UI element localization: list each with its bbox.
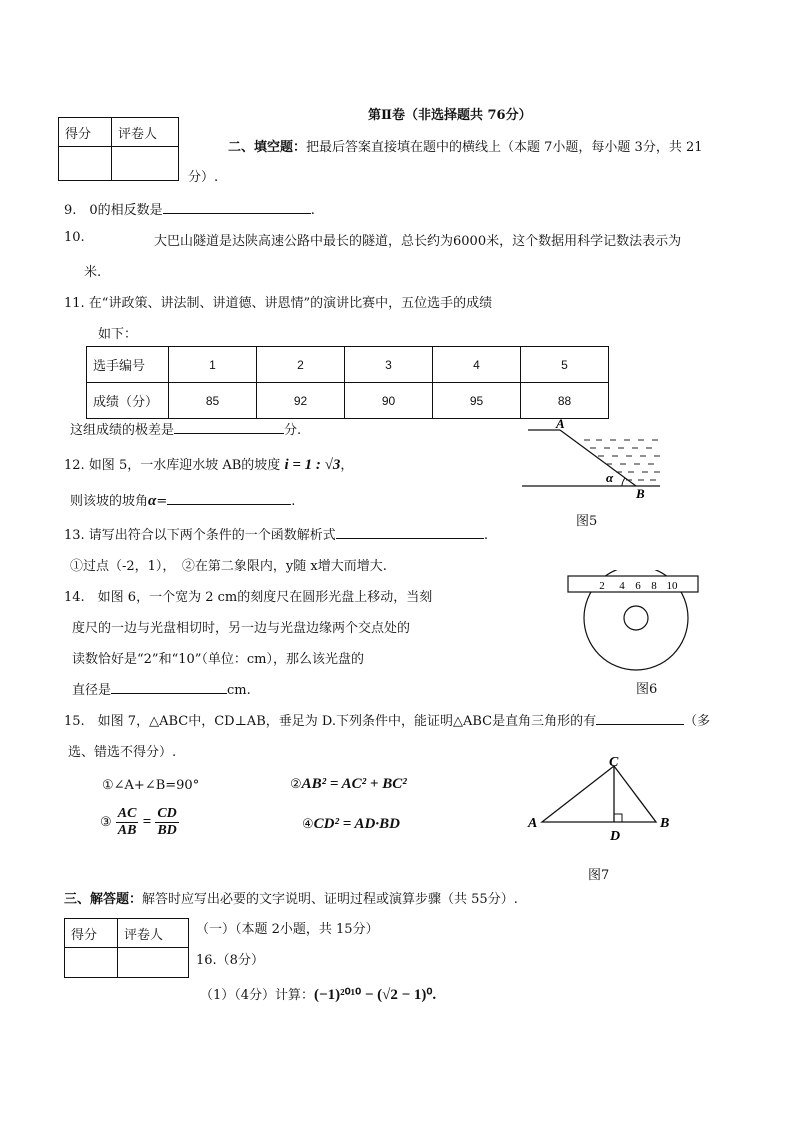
fig7-label-b: B [660, 816, 670, 831]
q13-text: 13. 请写出符合以下两个条件的一个函数解析式 [64, 528, 336, 543]
q11-after-text: 这组成绩的极差是 [70, 423, 175, 438]
q15-opt4-mark: ④ [302, 817, 314, 832]
q16-expression: (−1)²⁰¹⁰ − (√2 − 1)⁰. [314, 987, 437, 1003]
table-header-player: 选手编号 [87, 347, 169, 383]
fig7-caption: 图7 [588, 868, 610, 883]
q14-blank[interactable] [111, 680, 227, 694]
q14-line4 [72, 679, 251, 698]
q15-opt2-mark: ② [290, 777, 302, 792]
fig5-label-b: B [636, 486, 645, 501]
q15-option-3 [100, 806, 179, 839]
q15-opt3-eq: = [142, 814, 152, 830]
q12-prefix: 12. 如图 5，一水库迎水坡 AB的坡度 [64, 458, 281, 473]
figure-6 [562, 570, 702, 676]
fig7-label-a: A [528, 816, 538, 831]
q15-option-1: ①∠A+∠B=90° [102, 778, 200, 793]
table-cell: 95 [433, 383, 521, 419]
q16-sub1 [200, 984, 436, 1004]
q13-line1 [64, 524, 488, 543]
table-cell: 1 [169, 347, 257, 383]
fig5-caption: 图5 [576, 514, 598, 529]
q15-opt2-expr: AB² = AC² + BC² [301, 776, 407, 792]
q11-after [70, 419, 301, 438]
table-cell: 85 [169, 383, 257, 419]
q15-line2: 选、错选不得分）. [68, 745, 177, 760]
q12-line2 [70, 490, 295, 510]
q12-slope: i = 1 : √3 [284, 457, 341, 473]
q15-opt4-expr: CD² = AD·BD [313, 816, 400, 832]
q12-line2-text: 则该坡的坡角 [70, 494, 149, 509]
part1-heading: （一）（本题 2小题，共 15分） [196, 922, 379, 937]
table-cell: 5 [521, 347, 609, 383]
table-cell: 2 [257, 347, 345, 383]
q15-text: 15. 如图 7，△ABC中，CD⊥AB，垂足为 D.下列条件中，能证明△ABC是直角三角形的有 [64, 714, 597, 729]
fraction-ac-ab [116, 806, 139, 839]
q15-blank[interactable] [596, 711, 684, 725]
grader-cell[interactable] [112, 147, 179, 181]
grader-header: 评卷人 [118, 919, 189, 948]
question-9 [64, 199, 315, 218]
score-table-2 [64, 918, 189, 978]
section3-heading: 三、解答题： [64, 892, 143, 907]
ruler-tick: 4 [619, 580, 625, 592]
q11-line2: 如下： [98, 327, 138, 342]
q9-blank[interactable] [163, 200, 311, 214]
section2-line1 [228, 136, 703, 155]
ruler-tick: 2 [599, 580, 605, 592]
q15-line1-end: （多 [684, 714, 711, 729]
table-cell: 92 [257, 383, 345, 419]
score-data-table [86, 346, 609, 419]
q14-end: cm. [227, 683, 251, 698]
q12-eq: = [156, 494, 168, 509]
score-cell[interactable] [65, 948, 118, 978]
q10-line2: 米. [84, 265, 102, 280]
q14-line2: 度尺的一边与光盘相切时，另一边与光盘边缘两个交点处的 [72, 621, 411, 636]
q12-end: . [291, 494, 296, 509]
section2-desc: 把最后答案直接填在题中的横线上（本题 7小题，每小题 3分，共 21 [306, 140, 703, 155]
q12-blank[interactable] [167, 491, 291, 505]
fig7-label-d: D [610, 829, 621, 844]
section2-heading: 二、填空题： [228, 140, 307, 155]
fig7-label-c: C [609, 755, 619, 770]
q15-line1 [64, 710, 710, 729]
ruler-tick: 6 [635, 580, 641, 592]
fraction-cd-bd [155, 806, 178, 839]
section2-line2: 分）. [188, 170, 219, 185]
fraction-denominator: BD [157, 823, 177, 838]
q13-line2: ①过点（-2，1）， ②在第二象限内，y随 x增大而增大. [70, 559, 387, 574]
table-cell: 4 [433, 347, 521, 383]
q13-end: . [483, 528, 488, 543]
ruler-tick: 8 [651, 580, 657, 592]
fig6-caption: 图6 [636, 682, 658, 697]
q12-line1 [64, 454, 353, 474]
fraction-numerator: CD [157, 806, 177, 821]
q14-line1: 14. 如图 6，一个宽为 2 cm的刻度尺在圆形光盘上移动，当刻 [64, 590, 433, 605]
q14-line3: 读数恰好是“2”和“10”（单位：cm），那么该光盘的 [72, 652, 365, 667]
grader-cell[interactable] [118, 948, 189, 978]
fraction-numerator: AC [117, 806, 137, 821]
q10-number: 10. [64, 230, 85, 245]
q12-suffix: ， [340, 458, 354, 473]
score-table-1 [58, 117, 179, 181]
q11-line1: 11. 在“讲政策、讲法制、讲道德、讲恩情”的演讲比赛中，五位选手的成绩 [64, 296, 493, 311]
q11-blank[interactable] [174, 420, 284, 434]
q12-alpha: α [148, 493, 157, 509]
q14-line4-text: 直径是 [72, 683, 112, 698]
table-header-score: 成绩（分） [87, 383, 169, 419]
table-cell: 90 [345, 383, 433, 419]
q15-opt3-mark: ③ [100, 815, 112, 830]
q16-sub1-text: （1）（4分）计算： [200, 988, 315, 1003]
part2-title: 第Ⅱ卷（非选择题共 76分） [368, 108, 532, 123]
q10-line1: 大巴山隧道是达陕高速公路中最长的隧道，总长约为6000米，这个数据用科学记数法表示为 [154, 234, 682, 249]
q13-blank[interactable] [336, 525, 484, 539]
fraction-denominator: AB [117, 823, 137, 838]
table-cell: 3 [345, 347, 433, 383]
fig5-label-alpha: α [606, 470, 614, 485]
score-cell[interactable] [59, 147, 112, 181]
section3-line [64, 888, 518, 907]
figure-7 [524, 752, 680, 848]
score-header: 得分 [65, 919, 118, 948]
table-cell: 88 [521, 383, 609, 419]
section3-desc: 解答时应写出必要的文字说明、证明过程或演算步骤（共 55分）. [142, 892, 518, 907]
fig5-label-a: A [556, 418, 565, 431]
grader-header: 评卷人 [112, 118, 179, 147]
score-header: 得分 [59, 118, 112, 147]
q9-text: 9. 0的相反数是 [64, 203, 163, 218]
q11-after-end: 分. [284, 423, 302, 438]
q9-end: . [310, 203, 315, 218]
ruler-tick: 10 [666, 580, 678, 592]
q16-title: 16.（8分） [196, 953, 264, 968]
q15-option-4 [302, 816, 400, 833]
q15-option-2 [290, 776, 407, 793]
